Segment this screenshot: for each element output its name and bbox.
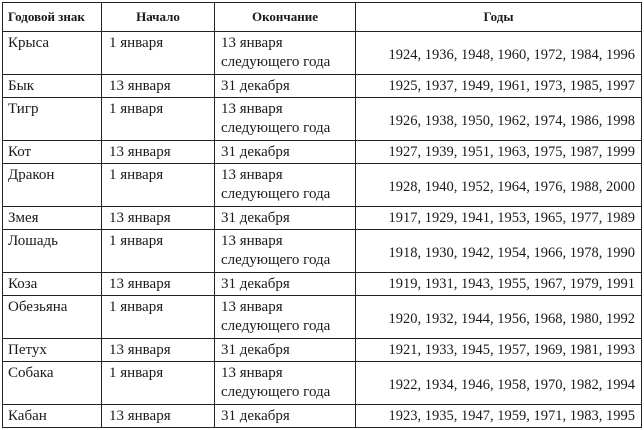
end-line: следующего года (221, 120, 331, 136)
sign-cell: Петух (3, 339, 102, 362)
end-line: 13 января (221, 101, 283, 117)
end-line: 13 января (221, 233, 283, 249)
end-cell (215, 296, 356, 339)
sign-cell: Дракон (3, 164, 102, 207)
years-cell: 1927, 1939, 1951, 1963, 1975, 1987, 1999 (356, 141, 642, 164)
end-line: 31 декабря (221, 276, 290, 292)
table-row (3, 207, 642, 230)
sign-cell: Змея (3, 207, 102, 230)
table-row (3, 296, 642, 339)
years-cell: 1920, 1932, 1944, 1956, 1968, 1980, 1992 (356, 296, 642, 339)
start-cell: 13 января (102, 339, 215, 362)
header-start: Начало (102, 3, 215, 32)
years-cell: 1924, 1936, 1948, 1960, 1972, 1984, 1996 (356, 32, 642, 75)
end-line: следующего года (221, 54, 331, 70)
end-cell (215, 339, 356, 362)
end-cell (215, 141, 356, 164)
table-row (3, 75, 642, 98)
years-cell: 1917, 1929, 1941, 1953, 1965, 1977, 1989 (356, 207, 642, 230)
table-row (3, 273, 642, 296)
table-row (3, 405, 642, 428)
sign-cell: Крыса (3, 32, 102, 75)
sign-cell: Лошадь (3, 230, 102, 273)
sign-cell: Кот (3, 141, 102, 164)
end-line: 31 декабря (221, 408, 290, 424)
header-years: Годы (356, 3, 642, 32)
table-row (3, 339, 642, 362)
end-cell (215, 230, 356, 273)
years-cell: 1918, 1930, 1942, 1954, 1966, 1978, 1990 (356, 230, 642, 273)
start-cell: 13 января (102, 141, 215, 164)
end-line: 13 января (221, 299, 283, 315)
years-cell: 1921, 1933, 1945, 1957, 1969, 1981, 1993 (356, 339, 642, 362)
start-cell: 13 января (102, 405, 215, 428)
end-line: 31 декабря (221, 210, 290, 226)
sign-cell: Бык (3, 75, 102, 98)
table-row (3, 362, 642, 405)
table-body (3, 32, 642, 428)
end-line: 31 декабря (221, 342, 290, 358)
table-row (3, 141, 642, 164)
years-cell: 1928, 1940, 1952, 1964, 1976, 1988, 2000 (356, 164, 642, 207)
end-line: следующего года (221, 252, 331, 268)
end-line: 13 января (221, 35, 283, 51)
start-cell: 13 января (102, 75, 215, 98)
end-cell (215, 405, 356, 428)
end-cell (215, 164, 356, 207)
start-cell: 13 января (102, 207, 215, 230)
table-row (3, 98, 642, 141)
end-line: следующего года (221, 186, 331, 202)
end-cell (215, 98, 356, 141)
years-cell: 1926, 1938, 1950, 1962, 1974, 1986, 1998 (356, 98, 642, 141)
header-row (3, 3, 642, 32)
zodiac-years-table (2, 2, 642, 428)
sign-cell: Коза (3, 273, 102, 296)
sign-cell: Собака (3, 362, 102, 405)
header-end: Окончание (215, 3, 356, 32)
end-line: 13 января (221, 365, 283, 381)
start-cell: 1 января (102, 362, 215, 405)
end-line: следующего года (221, 318, 331, 334)
sign-cell: Обезьяна (3, 296, 102, 339)
start-cell: 1 января (102, 32, 215, 75)
years-cell: 1923, 1935, 1947, 1959, 1971, 1983, 1995 (356, 405, 642, 428)
end-cell (215, 75, 356, 98)
end-line: 31 декабря (221, 144, 290, 160)
start-cell: 1 января (102, 230, 215, 273)
header-sign: Годовой знак (3, 3, 102, 32)
start-cell: 1 января (102, 296, 215, 339)
start-cell: 1 января (102, 164, 215, 207)
years-cell: 1919, 1931, 1943, 1955, 1967, 1979, 1991 (356, 273, 642, 296)
table-row (3, 230, 642, 273)
end-cell (215, 32, 356, 75)
end-cell (215, 362, 356, 405)
end-cell (215, 273, 356, 296)
end-cell (215, 207, 356, 230)
table-row (3, 32, 642, 75)
end-line: 31 декабря (221, 78, 290, 94)
end-line: следующего года (221, 384, 331, 400)
sign-cell: Тигр (3, 98, 102, 141)
sign-cell: Кабан (3, 405, 102, 428)
years-cell: 1922, 1934, 1946, 1958, 1970, 1982, 1994 (356, 362, 642, 405)
table-row (3, 164, 642, 207)
years-cell: 1925, 1937, 1949, 1961, 1973, 1985, 1997 (356, 75, 642, 98)
start-cell: 13 января (102, 273, 215, 296)
start-cell: 1 января (102, 98, 215, 141)
end-line: 13 января (221, 167, 283, 183)
